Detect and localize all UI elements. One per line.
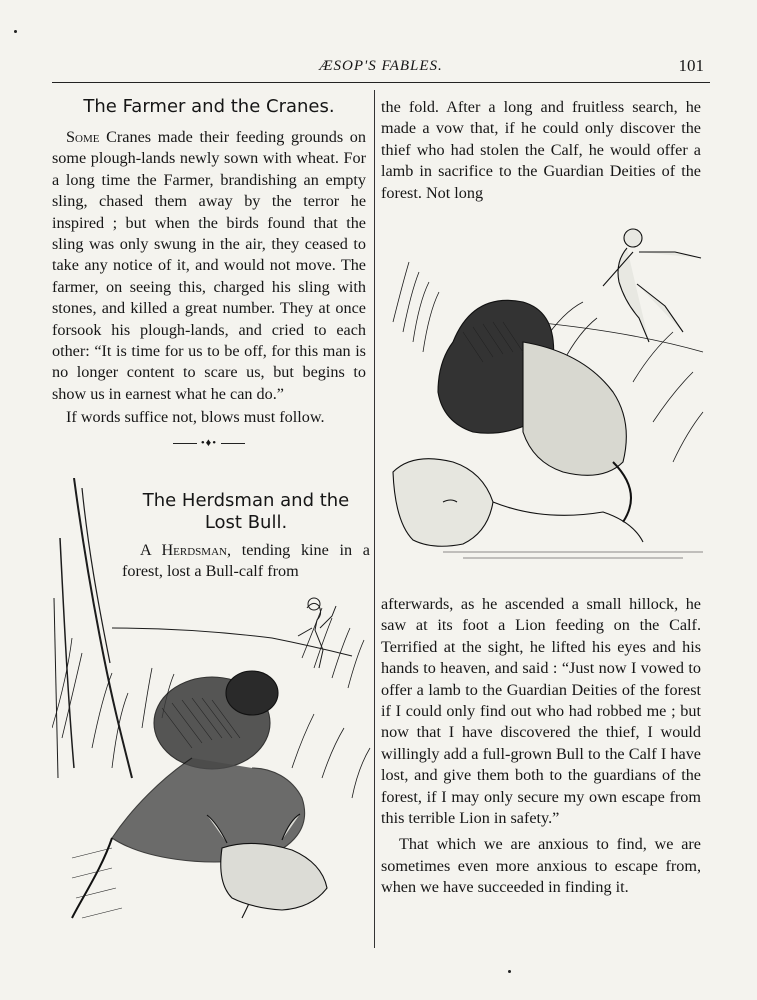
fable-title-line2: Lost Bull. [204, 512, 288, 533]
fable-moral: If words suffice not, blows must follow. [66, 408, 325, 427]
drop-word: A Herdsman [140, 541, 227, 559]
fable-body [52, 127, 366, 405]
ornament-line [221, 443, 245, 444]
fable-herdsman-intro [122, 490, 370, 583]
fable-body-text: , tending kine in a forest, lost a Bull-calf from [122, 541, 370, 581]
page-speck [14, 30, 17, 33]
fable-body-text: afterwards, as he ascended a small hillock, he saw at its foot a Lion feeding on the Calf. Terrified at the sight, he lifted his eyes and his hands to heaven, and said : “Just now I vowed to offer a lamb to the Guardian Deities of the forest if I could only find out who had robbed me ; but now that I have discovered the thief, I would willingly add a full-grown Bull to the Calf I have lost, and give them both to the guardians of the forest, if I may only secure my own escape from this terrible Lion in safety.” [381, 595, 701, 828]
ornament-glyph: •♦• [200, 436, 218, 449]
column-rule [374, 90, 375, 948]
drop-word: Some [66, 128, 100, 146]
fable-body [122, 540, 370, 583]
fable-herdsman-continued-bottom [381, 594, 701, 899]
fable-herdsman-continued-top [381, 97, 701, 204]
illustration-lion-and-calf-right [383, 222, 709, 582]
fable-body-text: Cranes made their feeding grounds on some plough-lands newly sown with wheat. For a long time the Farmer, brandishing an empty sling, chased them away by the terror he inspired ; but when the birds found that the sling was only swung in the air, they ceased to take any notice of it, and would not move. The farmer, on seeing this, charged his sling with stones, and killed a great number. They at once forsook his plough-lands, and cried to each other: “It is time for us to be off, for this man is no longer content to scare us, but begins to show us in earnest what he can do.” [52, 128, 366, 403]
fable-body-text: the fold. After a long and fruitless search, he made a vow that, if he could only discover the thief who had stolen the Calf, he would offer a lamb in sacrifice to the Guardian Deities of the forest. Not long [381, 98, 701, 202]
fable-title [122, 490, 370, 534]
fable-title-line1: The Herdsman and the [142, 490, 350, 511]
section-ornament [52, 433, 366, 453]
ornament-line [173, 443, 197, 444]
running-header [52, 58, 710, 83]
page-speck [508, 970, 511, 973]
fable-title: The Farmer and the Cranes. [83, 96, 335, 117]
page-number: 101 [678, 56, 704, 75]
fable-moral: That which we are anxious to find, we are sometimes even more anxious to escape from, when we have succeeded in finding it. [381, 835, 701, 897]
engraving-lion-calf [383, 222, 709, 582]
fable-farmer-cranes [52, 95, 366, 453]
running-title: ÆSOP'S FABLES. [319, 58, 443, 74]
